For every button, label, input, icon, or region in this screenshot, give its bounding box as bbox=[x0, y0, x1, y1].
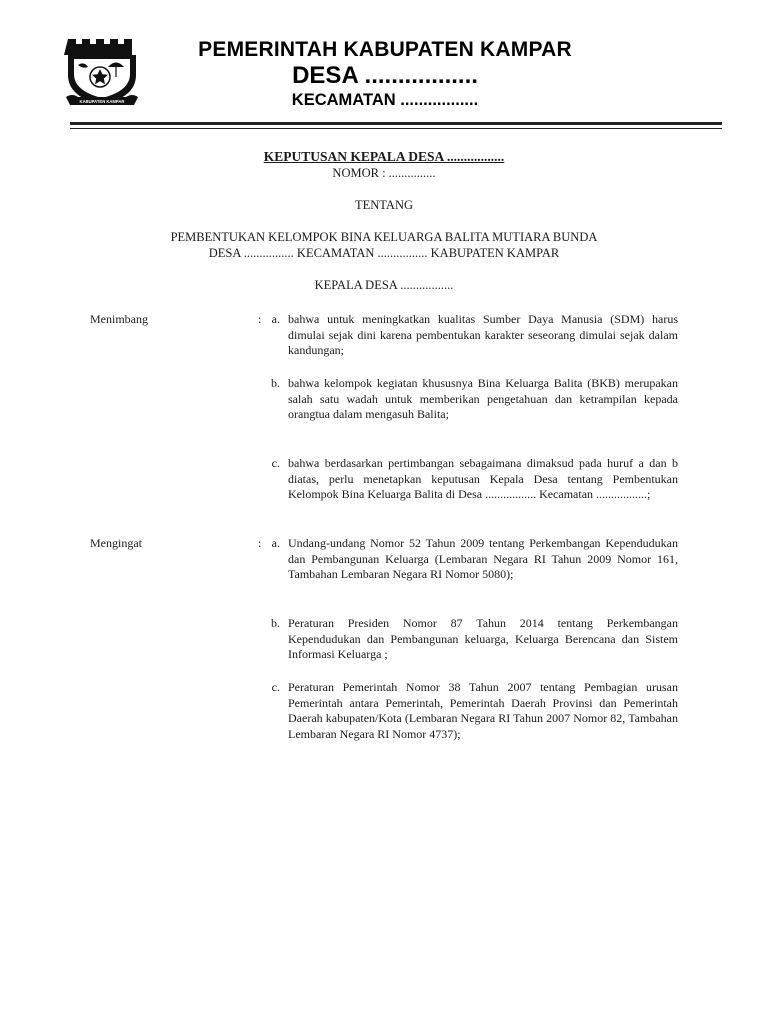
menimbang-item-text: bahwa untuk meningkatkan kualitas Sumber Daya Manusia (SDM) harus dimulai sejak dini karena pembentukan karakter seseorang dimulai sejak dalam kandungan; bbox=[288, 312, 678, 357]
mengingat-item-text: Peraturan Pemerintah Nomor 38 Tahun 2007 tentang Pembagian urusan Pemerintah antara Pemerintah, Pemerintah Daerah Provinsi dan Pemerintah Daerah kabupaten/Kota (Lembaran Negara RI Tahun 2007 Nomor 82, Tambahan Lembaran Negara RI Nomor 4737); bbox=[288, 680, 678, 741]
menimbang-label: Menimbang bbox=[90, 312, 148, 326]
menimbang-item-text: bahwa berdasarkan pertimbangan sebagaimana dimaksud pada huruf a dan b diatas, perlu menetapkan keputusan Kepala Desa tentang Pembentukan Kelompok Bina Keluarga Balita di Desa ................. Kecamatan .................; bbox=[288, 456, 678, 501]
kampar-regency-emblem-logo bbox=[64, 37, 140, 111]
decree-subject bbox=[60, 230, 708, 261]
menimbang-colon: : bbox=[258, 312, 262, 326]
mengingat-item-letter: a. bbox=[271, 536, 280, 550]
mengingat-item-text: Peraturan Presiden Nomor 87 Tahun 2014 tentang Perkembangan Kependudukan dan Pembangunan keluarga, Keluarga Berencana dan Sistem Informasi Keluarga ; bbox=[288, 616, 678, 661]
menimbang-item-text: bahwa kelompok kegiatan khususnya Bina Keluarga Balita (BKB) merupakan salah satu wadah untuk memberikan pengetahuan dan ketrampilan kepada orangtua dalam mengasuh Balita; bbox=[288, 376, 678, 421]
decree-about-label: TENTANG bbox=[354, 198, 413, 212]
mengingat-colon: : bbox=[258, 536, 262, 550]
menimbang-item-letter: b. bbox=[271, 376, 280, 390]
letterhead-district-name: KECAMATAN ................. bbox=[291, 91, 479, 109]
mengingat-label: Mengingat bbox=[90, 536, 142, 550]
decree-subject-line-2: DESA ................ KECAMATAN ................ KABUPATEN KAMPAR bbox=[208, 245, 560, 260]
decree-title: KEPUTUSAN KEPALA DESA ................. bbox=[263, 149, 505, 164]
village-head-heading: KEPALA DESA ................. bbox=[314, 278, 454, 292]
letterhead-thick-rule bbox=[70, 122, 722, 125]
letterhead-village-name: DESA ................. bbox=[292, 62, 478, 89]
menimbang-item-letter: c. bbox=[271, 456, 280, 470]
letterhead-thin-rule bbox=[70, 128, 722, 129]
letterhead-government-name: PEMERINTAH KABUPATEN KAMPAR bbox=[198, 38, 572, 61]
logo-banner-text: KABUPATEN KAMPAR bbox=[79, 99, 125, 104]
menimbang-item-letter: a. bbox=[271, 312, 280, 326]
mengingat-item-letter: c. bbox=[271, 680, 280, 694]
mengingat-item-text: Undang-undang Nomor 52 Tahun 2009 tentang Perkembangan Kependudukan dan Pembangunan Keluarga (Lembaran Negara RI Tahun 2009 Nomor 161, Tambahan Lembaran Negara RI Nomor 5080); bbox=[288, 536, 678, 581]
mengingat-item-letter: b. bbox=[271, 616, 280, 630]
decree-subject-line-1: PEMBENTUKAN KELOMPOK BINA KELUARGA BALITA MUTIARA BUNDA bbox=[170, 230, 598, 244]
decree-number: NOMOR : ............... bbox=[332, 166, 436, 180]
